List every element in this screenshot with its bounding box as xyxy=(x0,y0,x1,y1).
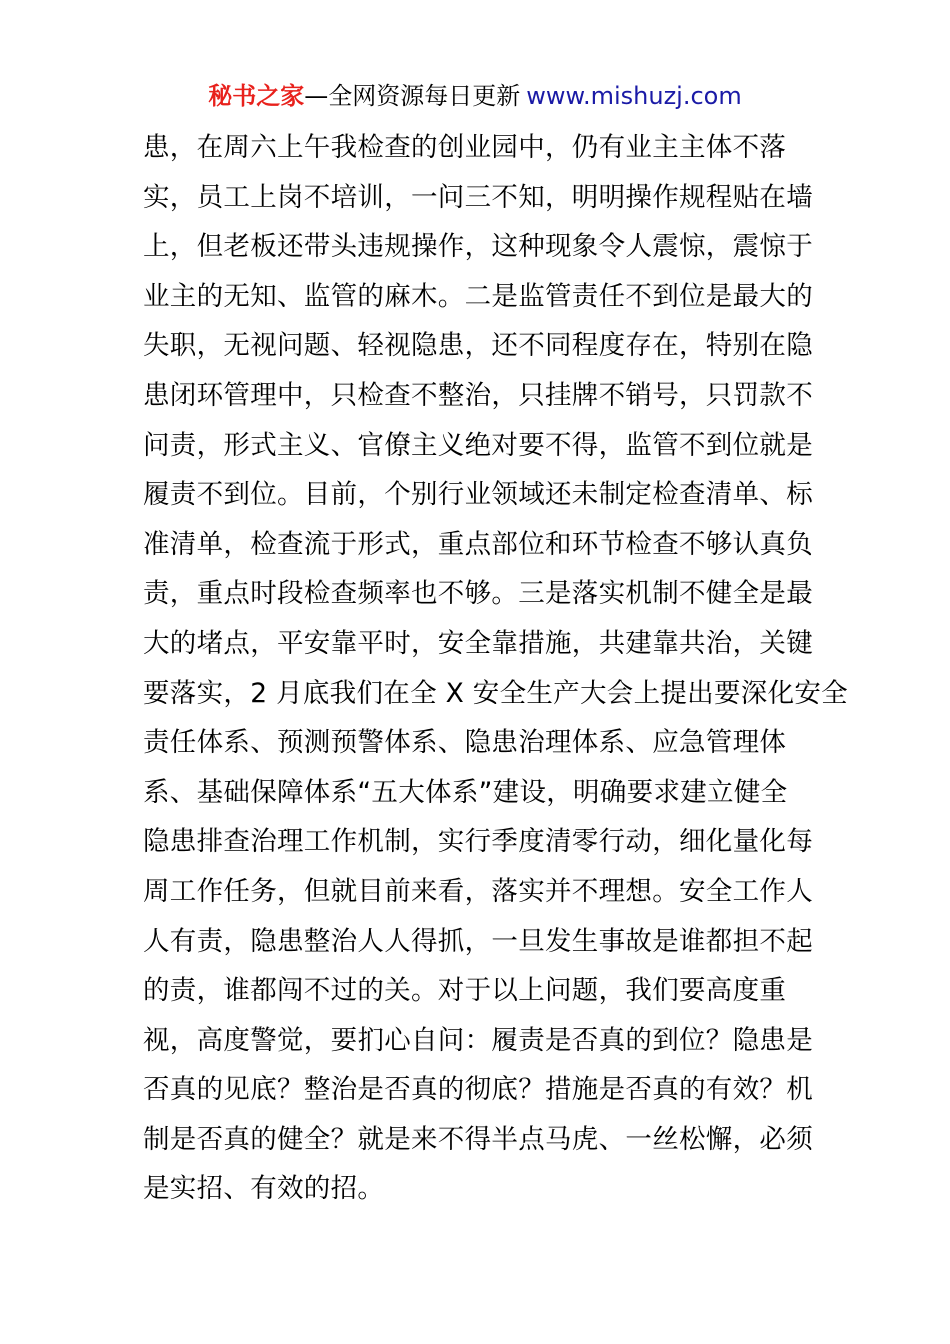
text-line: 的责，谁都闯不过的关。对于以上问题，我们要高度重 xyxy=(143,975,787,1007)
text-line: 视，高度警觉，要扪心自问：履责是否真的到位？隐患是 xyxy=(143,1024,813,1056)
text-line: 责任体系、预测预警体系、隐患治理体系、应急管理体 xyxy=(143,727,787,759)
text-line: 否真的见底？整治是否真的彻底？措施是否真的有效？机 xyxy=(143,1074,813,1106)
text-line: 责，重点时段检查频率也不够。三是落实机制不健全是最 xyxy=(143,578,813,610)
text-line: 业主的无知、监管的麻木。二是监管责任不到位是最大的 xyxy=(143,280,813,312)
text-line: 隐患排查治理工作机制，实行季度清零行动，细化量化每 xyxy=(143,826,813,858)
text-line: 周工作任务，但就目前来看，落实并不理想。安全工作人 xyxy=(143,875,813,907)
text-line: 患，在周六上午我检查的创业园中，仍有业主主体不落 xyxy=(143,132,787,163)
site-url-link[interactable]: www.mishuzj.com xyxy=(526,82,742,110)
text-line: 问责，形式主义、官僚主义绝对要不得，监管不到位就是 xyxy=(143,429,813,461)
text-line: 要落实，2 月底我们在全 X 安全生产大会上提出要深化安全 xyxy=(143,677,848,709)
header-tagline: —全网资源每日更新 xyxy=(304,82,521,110)
document-body xyxy=(143,123,848,1214)
text-line: 系、基础保障体系“五大体系”建设，明确要求建立健全 xyxy=(143,776,788,808)
text-line: 制是否真的健全？就是来不得半点马虎、一丝松懈，必须 xyxy=(143,1123,813,1155)
brand-name: 秘书之家 xyxy=(208,82,305,110)
text-line: 失职，无视问题、轻视隐患，还不同程度存在，特别在隐 xyxy=(143,330,813,362)
text-line: 履责不到位。目前，个别行业领域还未制定检查清单、标 xyxy=(143,479,813,511)
text-line: 大的堵点，平安靠平时，安全靠措施，共建靠共治，关键 xyxy=(143,627,813,659)
text-line: 患闭环管理中，只检查不整治，只挂牌不销号，只罚款不 xyxy=(143,379,813,411)
text-line: 准清单，检查流于形式，重点部位和环节检查不够认真负 xyxy=(143,528,813,560)
text-line: 人有责，隐患整治人人得抓，一旦发生事故是谁都担不起 xyxy=(143,925,813,957)
page-header xyxy=(0,80,950,112)
text-line: 是实招、有效的招。 xyxy=(143,1173,385,1205)
text-line: 上，但老板还带头违规操作，这种现象令人震惊，震惊于 xyxy=(143,231,813,263)
text-line: 实，员工上岗不培训，一问三不知，明明操作规程贴在墙 xyxy=(143,181,813,213)
